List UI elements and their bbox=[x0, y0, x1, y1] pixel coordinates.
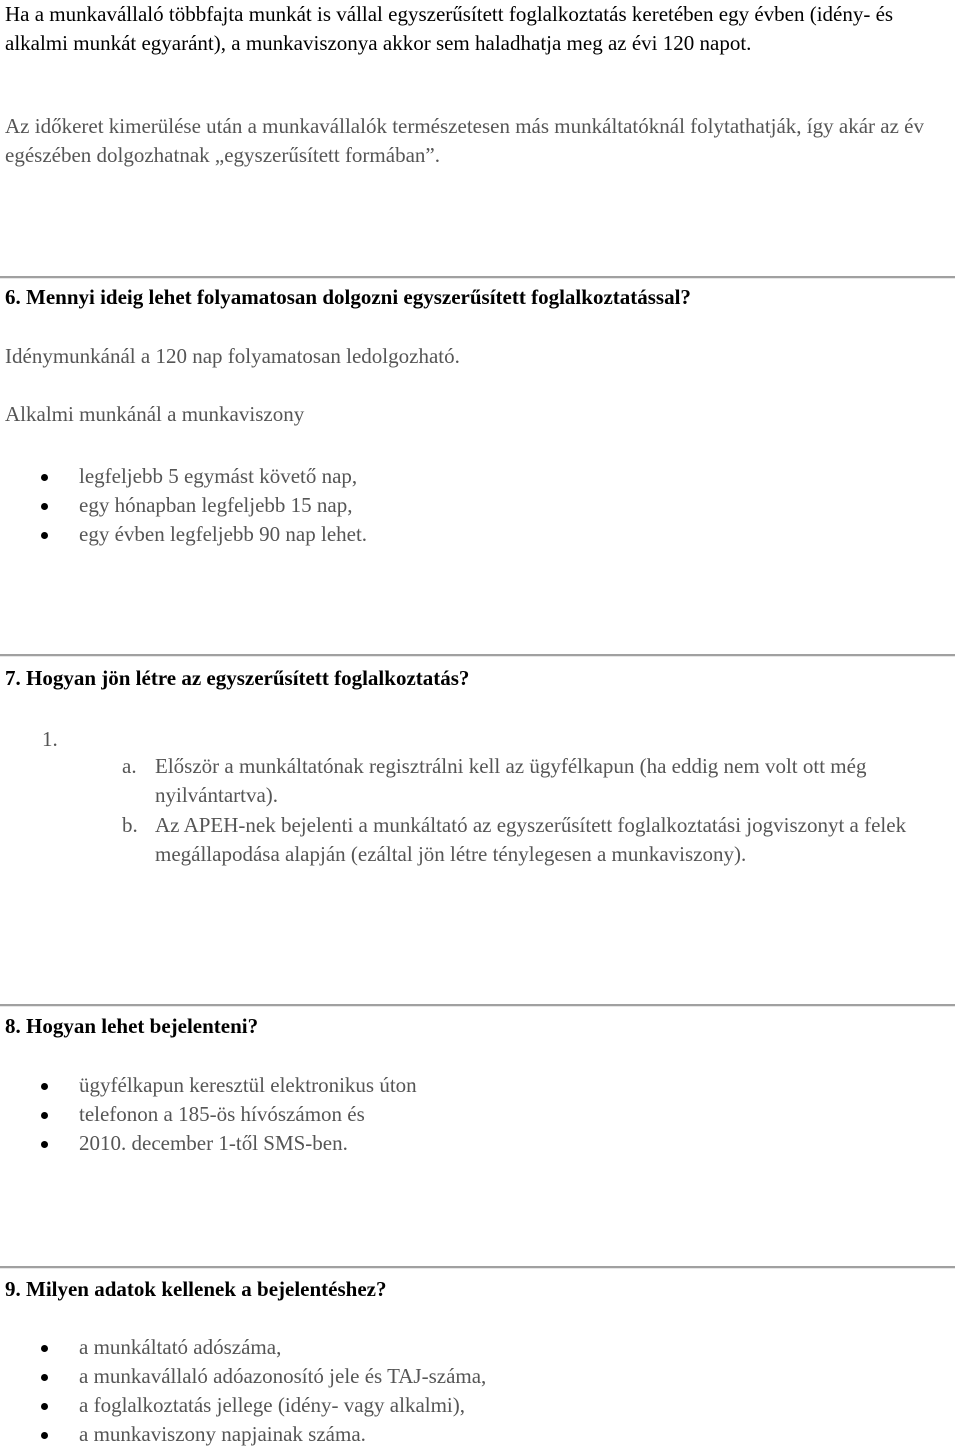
q8-section bbox=[5, 1012, 950, 1041]
list-item bbox=[5, 1100, 950, 1129]
list-item-text: a munkáltató adószáma, bbox=[79, 1335, 282, 1359]
list-item bbox=[5, 491, 950, 520]
list-item bbox=[5, 1420, 950, 1449]
q9-bullet-list bbox=[5, 1333, 950, 1449]
list-item bbox=[5, 1071, 950, 1100]
list-item-text: ügyfélkapun keresztül elektronikus úton bbox=[79, 1073, 417, 1097]
intro-section bbox=[5, 0, 950, 58]
bullet-icon bbox=[41, 1141, 48, 1148]
section-divider bbox=[0, 1266, 955, 1269]
q6-answer-2 bbox=[5, 400, 950, 429]
list-item bbox=[5, 520, 950, 549]
intro-section-2 bbox=[5, 112, 950, 170]
list-item-marker: b. bbox=[122, 813, 138, 837]
bullet-icon bbox=[41, 1112, 48, 1119]
list-item-text: a foglalkoztatás jellege (idény- vagy alkalmi), bbox=[79, 1393, 466, 1417]
q7-section bbox=[5, 664, 950, 693]
q6-paragraph-1: Idénymunkánál a 120 nap folyamatosan ledolgozható. bbox=[5, 344, 460, 368]
q7-item-a bbox=[5, 752, 950, 810]
list-item-text: egy hónapban legfeljebb 15 nap, bbox=[79, 493, 353, 517]
q6-heading: 6. Mennyi ideig lehet folyamatosan dolgozni egyszerűsített foglalkoztatással? bbox=[5, 285, 691, 309]
list-item bbox=[5, 1362, 950, 1391]
list-item bbox=[5, 1333, 950, 1362]
list-item-text: a munkaviszony napjainak száma. bbox=[79, 1422, 366, 1446]
bullet-icon bbox=[41, 474, 48, 481]
section-divider bbox=[0, 1004, 955, 1007]
bullet-icon bbox=[41, 503, 48, 510]
list-item bbox=[5, 752, 950, 810]
list-item-text: legfeljebb 5 egymást követő nap, bbox=[79, 464, 358, 488]
list-item-text: 2010. december 1-től SMS-ben. bbox=[79, 1131, 348, 1155]
q9-section bbox=[5, 1275, 950, 1304]
q7-item-b bbox=[5, 811, 950, 869]
bullet-icon bbox=[41, 1083, 48, 1090]
q7-number: 1. bbox=[42, 727, 58, 751]
list-item bbox=[5, 462, 950, 491]
q7-number-wrap bbox=[5, 725, 950, 754]
q8-heading: 8. Hogyan lehet bejelenteni? bbox=[5, 1014, 259, 1038]
q9-heading: 9. Milyen adatok kellenek a bejelentéshez? bbox=[5, 1277, 387, 1301]
list-item-marker: a. bbox=[122, 754, 137, 778]
bullet-icon bbox=[41, 1374, 48, 1381]
q6-answer-1 bbox=[5, 342, 950, 371]
bullet-icon bbox=[41, 1403, 48, 1410]
q6-bullet-list bbox=[5, 462, 950, 549]
q9-list-wrap bbox=[5, 1333, 950, 1449]
bullet-icon bbox=[41, 1345, 48, 1352]
bullet-icon bbox=[41, 1432, 48, 1439]
list-item-text: telefonon a 185-ös hívószámon és bbox=[79, 1102, 365, 1126]
section-divider bbox=[0, 276, 955, 279]
list-item bbox=[5, 811, 950, 869]
section-divider bbox=[0, 654, 955, 657]
q6-list-wrap bbox=[5, 462, 950, 549]
list-item-text: a munkavállaló adóazonosító jele és TAJ-száma, bbox=[79, 1364, 487, 1388]
bullet-icon bbox=[41, 532, 48, 539]
list-item-text: Az APEH-nek bejelenti a munkáltató az egyszerűsített foglalkoztatási jogviszonyt a felek megállapodása alapján (ezáltal jön létre ténylegesen a munkaviszony). bbox=[155, 813, 907, 866]
list-item bbox=[5, 1391, 950, 1420]
q6-paragraph-2: Alkalmi munkánál a munkaviszony bbox=[5, 402, 305, 426]
list-item-text: egy évben legfeljebb 90 nap lehet. bbox=[79, 522, 368, 546]
list-item-text: Először a munkáltatónak regisztrálni kell az ügyfélkapun (ha eddig nem volt ott még nyilvántartva). bbox=[155, 754, 867, 807]
q7-heading: 7. Hogyan jön létre az egyszerűsített foglalkoztatás? bbox=[5, 666, 470, 690]
q8-list-wrap bbox=[5, 1071, 950, 1158]
intro-paragraph-2: Az időkeret kimerülése után a munkavállalók természetesen más munkáltatóknál folytathatják, így akár az év egészében dolgozhatnak „egyszerűsített formában”. bbox=[5, 114, 924, 167]
q8-bullet-list bbox=[5, 1071, 950, 1158]
intro-paragraph-1: Ha a munkavállaló többfajta munkát is vállal egyszerűsített foglalkoztatás keretében egy évben (idény- és alkalmi munkát egyaránt), a munkaviszonya akkor sem haladhatja meg az évi 120 napot. bbox=[5, 2, 894, 55]
q6-section bbox=[5, 283, 950, 312]
list-item bbox=[5, 1129, 950, 1158]
